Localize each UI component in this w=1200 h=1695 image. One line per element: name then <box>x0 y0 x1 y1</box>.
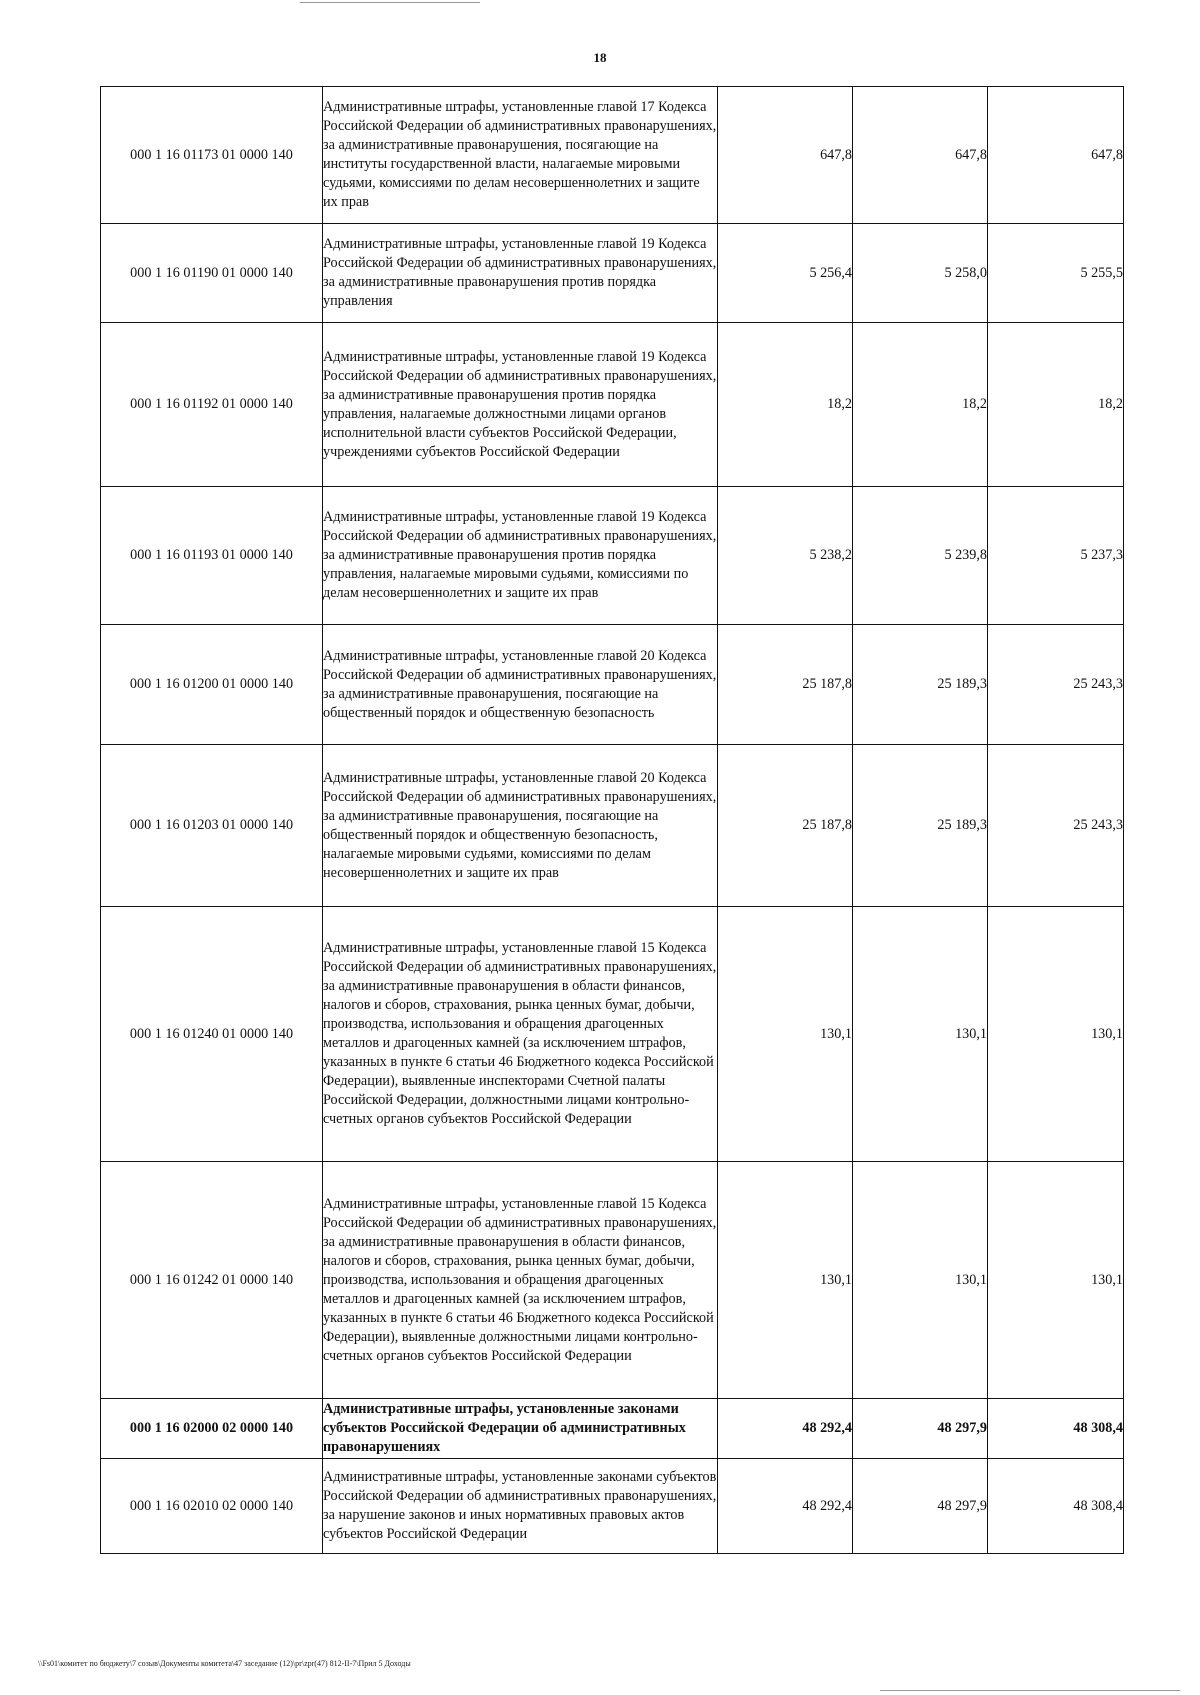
scan-artifact-bottom <box>880 1690 1180 1691</box>
description-cell: Административные штрафы, установленные главой 19 Кодекса Российской Федерации об административных правонарушениях, за административные правонарушения против порядка управления, налагаемые должностными лицами органов исполнительной власти субъектов Российской Федерации, учреждениями субъектов Российской Федерации <box>323 323 718 487</box>
amount-cell-year-1: 5 238,2 <box>718 487 853 625</box>
budget-code-cell: 000 1 16 01203 01 0000 140 <box>101 745 323 907</box>
table-row <box>101 1399 1124 1459</box>
amount-cell-year-3: 18,2 <box>988 323 1124 487</box>
amount-cell-year-1: 5 256,4 <box>718 224 853 323</box>
revenue-table <box>100 86 1124 1554</box>
description-cell: Административные штрафы, установленные главой 17 Кодекса Российской Федерации об административных правонарушениях, за административные правонарушения, посягающие на институты государственной власти, налагаемые мировыми судьями, комиссиями по делам несовершеннолетних и защите их прав <box>323 87 718 224</box>
page-number: 18 <box>593 50 607 65</box>
amount-cell-year-1: 130,1 <box>718 907 853 1162</box>
amount-cell-year-2: 48 297,9 <box>853 1459 988 1554</box>
budget-code-cell: 000 1 16 01190 01 0000 140 <box>101 224 323 323</box>
amount-cell-year-3: 5 237,3 <box>988 487 1124 625</box>
amount-cell-year-1: 48 292,4 <box>718 1459 853 1554</box>
table-row <box>101 323 1124 487</box>
amount-cell-year-3: 647,8 <box>988 87 1124 224</box>
revenue-table-body <box>101 87 1124 1554</box>
amount-cell-year-1: 25 187,8 <box>718 625 853 745</box>
budget-code-cell: 000 1 16 01193 01 0000 140 <box>101 487 323 625</box>
description-cell: Административные штрафы, установленные законами субъектов Российской Федерации об административных правонарушениях <box>323 1399 718 1459</box>
description-cell: Административные штрафы, установленные главой 19 Кодекса Российской Федерации об административных правонарушениях, за административные правонарушения против порядка управления, налагаемые мировыми судьями, комиссиями по делам несовершеннолетних и защите их прав <box>323 487 718 625</box>
description-cell: Административные штрафы, установленные законами субъектов Российской Федерации об административных правонарушениях, за нарушение законов и иных нормативных правовых актов субъектов Российской Федерации <box>323 1459 718 1554</box>
budget-code-cell: 000 1 16 01173 01 0000 140 <box>101 87 323 224</box>
description-cell: Административные штрафы, установленные главой 15 Кодекса Российской Федерации об административных правонарушениях, за административные правонарушения в области финансов, налогов и сборов, страхования, рынка ценных бумаг, добычи, производства, использования и обращения драгоценных металлов и драгоценных камней (за исключением штрафов, указанных в пункте 6 статьи 46 Бюджетного кодекса Российской Федерации), выявленные инспекторами Счетной палаты Российской Федерации, должностными лицами контрольно-счетных органов субъектов Российской Федерации <box>323 907 718 1162</box>
budget-code-cell: 000 1 16 02010 02 0000 140 <box>101 1459 323 1554</box>
budget-code-cell: 000 1 16 01240 01 0000 140 <box>101 907 323 1162</box>
amount-cell-year-3: 130,1 <box>988 907 1124 1162</box>
table-row <box>101 1459 1124 1554</box>
amount-cell-year-1: 18,2 <box>718 323 853 487</box>
amount-cell-year-1: 48 292,4 <box>718 1399 853 1459</box>
description-cell: Административные штрафы, установленные главой 15 Кодекса Российской Федерации об административных правонарушениях, за административные правонарушения в области финансов, налогов и сборов, страхования, рынка ценных бумаг, добычи, производства, использования и обращения драгоценных металлов и драгоценных камней (за исключением штрафов, указанных в пункте 6 статьи 46 Бюджетного кодекса Российской Федерации), выявленные должностными лицами контрольно-счетных органов субъектов Российской Федерации <box>323 1162 718 1399</box>
amount-cell-year-3: 48 308,4 <box>988 1459 1124 1554</box>
amount-cell-year-1: 25 187,8 <box>718 745 853 907</box>
amount-cell-year-2: 647,8 <box>853 87 988 224</box>
amount-cell-year-2: 25 189,3 <box>853 625 988 745</box>
table-row <box>101 745 1124 907</box>
amount-cell-year-2: 5 239,8 <box>853 487 988 625</box>
description-cell: Административные штрафы, установленные главой 19 Кодекса Российской Федерации об административных правонарушениях, за административные правонарушения против порядка управления <box>323 224 718 323</box>
amount-cell-year-2: 130,1 <box>853 907 988 1162</box>
budget-code-cell: 000 1 16 01200 01 0000 140 <box>101 625 323 745</box>
amount-cell-year-3: 130,1 <box>988 1162 1124 1399</box>
table-row <box>101 487 1124 625</box>
description-cell: Административные штрафы, установленные главой 20 Кодекса Российской Федерации об административных правонарушениях, за административные правонарушения, посягающие на общественный порядок и общественную безопасность, налагаемые мировыми судьями, комиссиями по делам несовершеннолетних и защите их прав <box>323 745 718 907</box>
table-row <box>101 1162 1124 1399</box>
amount-cell-year-3: 25 243,3 <box>988 745 1124 907</box>
amount-cell-year-3: 48 308,4 <box>988 1399 1124 1459</box>
amount-cell-year-2: 48 297,9 <box>853 1399 988 1459</box>
amount-cell-year-2: 18,2 <box>853 323 988 487</box>
scan-artifact-top <box>300 2 480 3</box>
amount-cell-year-1: 647,8 <box>718 87 853 224</box>
amount-cell-year-1: 130,1 <box>718 1162 853 1399</box>
table-row <box>101 625 1124 745</box>
budget-code-cell: 000 1 16 02000 02 0000 140 <box>101 1399 323 1459</box>
table-row <box>101 907 1124 1162</box>
amount-cell-year-2: 25 189,3 <box>853 745 988 907</box>
table-row <box>101 224 1124 323</box>
description-cell: Административные штрафы, установленные главой 20 Кодекса Российской Федерации об административных правонарушениях, за административные правонарушения, посягающие на общественный порядок и общественную безопасность <box>323 625 718 745</box>
budget-code-cell: 000 1 16 01192 01 0000 140 <box>101 323 323 487</box>
table-row <box>101 87 1124 224</box>
budget-code-cell: 000 1 16 01242 01 0000 140 <box>101 1162 323 1399</box>
amount-cell-year-2: 130,1 <box>853 1162 988 1399</box>
amount-cell-year-3: 25 243,3 <box>988 625 1124 745</box>
amount-cell-year-2: 5 258,0 <box>853 224 988 323</box>
footer-file-path: \\Fs01\комитет по бюджету\7 созыв\Документы комитета\47 заседание (12)\pr\zpr(47) 812-II-7\Прил 5 Доходы <box>38 1659 411 1668</box>
amount-cell-year-3: 5 255,5 <box>988 224 1124 323</box>
